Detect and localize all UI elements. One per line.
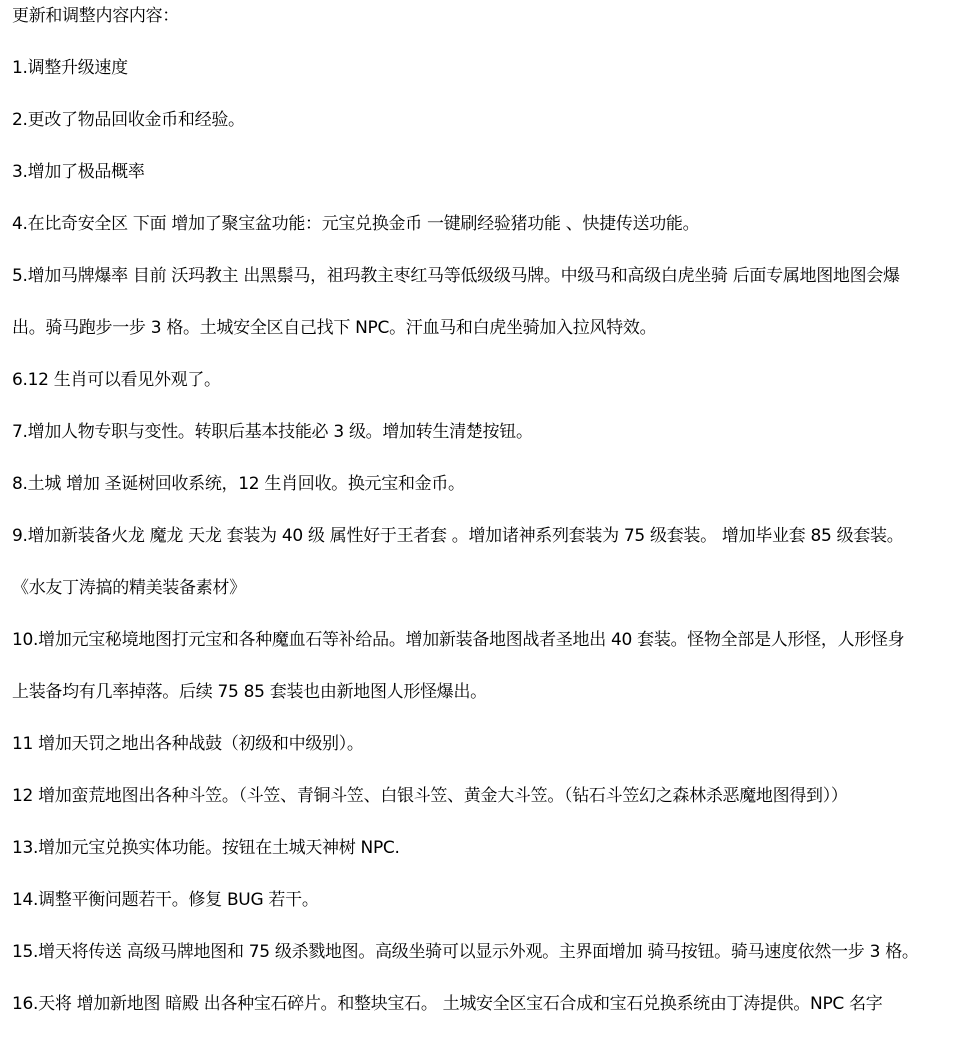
note-line: 5.增加马牌爆率 目前 沃玛教主 出黑鬃马，祖玛教主枣红马等低级级马牌。中级马和高级白虎坐骑 后面专属地图地图会爆 <box>12 266 900 286</box>
note-line: 4.在比奇安全区 下面 增加了聚宝盆功能：元宝兑换金币 一键刷经验猪功能 、快捷传送功能。 <box>12 214 700 234</box>
note-line: 15.增天将传送 高级马牌地图和 75 级杀戮地图。高级坐骑可以显示外观。主界面增加 骑马按钮。骑马速度依然一步 3 格。 <box>12 942 919 962</box>
note-line: 1.调整升级速度 <box>12 58 128 78</box>
note-line: 上装备均有几率掉落。后续 75 85 套装也由新地图人形怪爆出。 <box>12 682 487 702</box>
note-line: 2.更改了物品回收金币和经验。 <box>12 110 245 130</box>
update-notes-document <box>12 6 962 1046</box>
note-line: 9.增加新装备火龙 魔龙 天龙 套装为 40 级 属性好于王者套 。增加诸神系列套装为 75 级套装。 增加毕业套 85 级套装。 <box>12 526 904 546</box>
note-line: 《水友丁涛搞的精美装备素材》 <box>12 578 246 598</box>
document-heading: 更新和调整内容内容： <box>12 6 179 26</box>
note-line: 16.天将 增加新地图 暗殿 出各种宝石碎片。和整块宝石。 土城安全区宝石合成和宝石兑换系统由丁涛提供。NPC 名字 <box>12 994 883 1014</box>
note-line: 8.土城 增加 圣诞树回收系统，12 生肖回收。换元宝和金币。 <box>12 474 465 494</box>
note-line: 6.12 生肖可以看见外观了。 <box>12 370 221 390</box>
note-line: 13.增加元宝兑换实体功能。按钮在土城天神树 NPC. <box>12 838 400 858</box>
note-line: 11 增加天罚之地出各种战鼓（初级和中级别）。 <box>12 734 364 754</box>
note-line: 7.增加人物专职与变性。转职后基本技能必 3 级。增加转生清楚按钮。 <box>12 422 533 442</box>
note-line: 12 增加蛮荒地图出各种斗笠。（斗笠、青铜斗笠、白银斗笠、黄金大斗笠。（钻石斗笠幻之森林杀恶魔地图得到）） <box>12 786 848 806</box>
note-line: 10.增加元宝秘境地图打元宝和各种魔血石等补给品。增加新装备地图战者圣地出 40 套装。怪物全部是人形怪，人形怪身 <box>12 630 905 650</box>
note-line: 14.调整平衡问题若干。修复 BUG 若干。 <box>12 890 319 910</box>
note-line: 3.增加了极品概率 <box>12 162 145 182</box>
note-line: 出。骑马跑步一步 3 格。土城安全区自己找下 NPC。汗血马和白虎坐骑加入拉风特效。 <box>12 318 657 338</box>
